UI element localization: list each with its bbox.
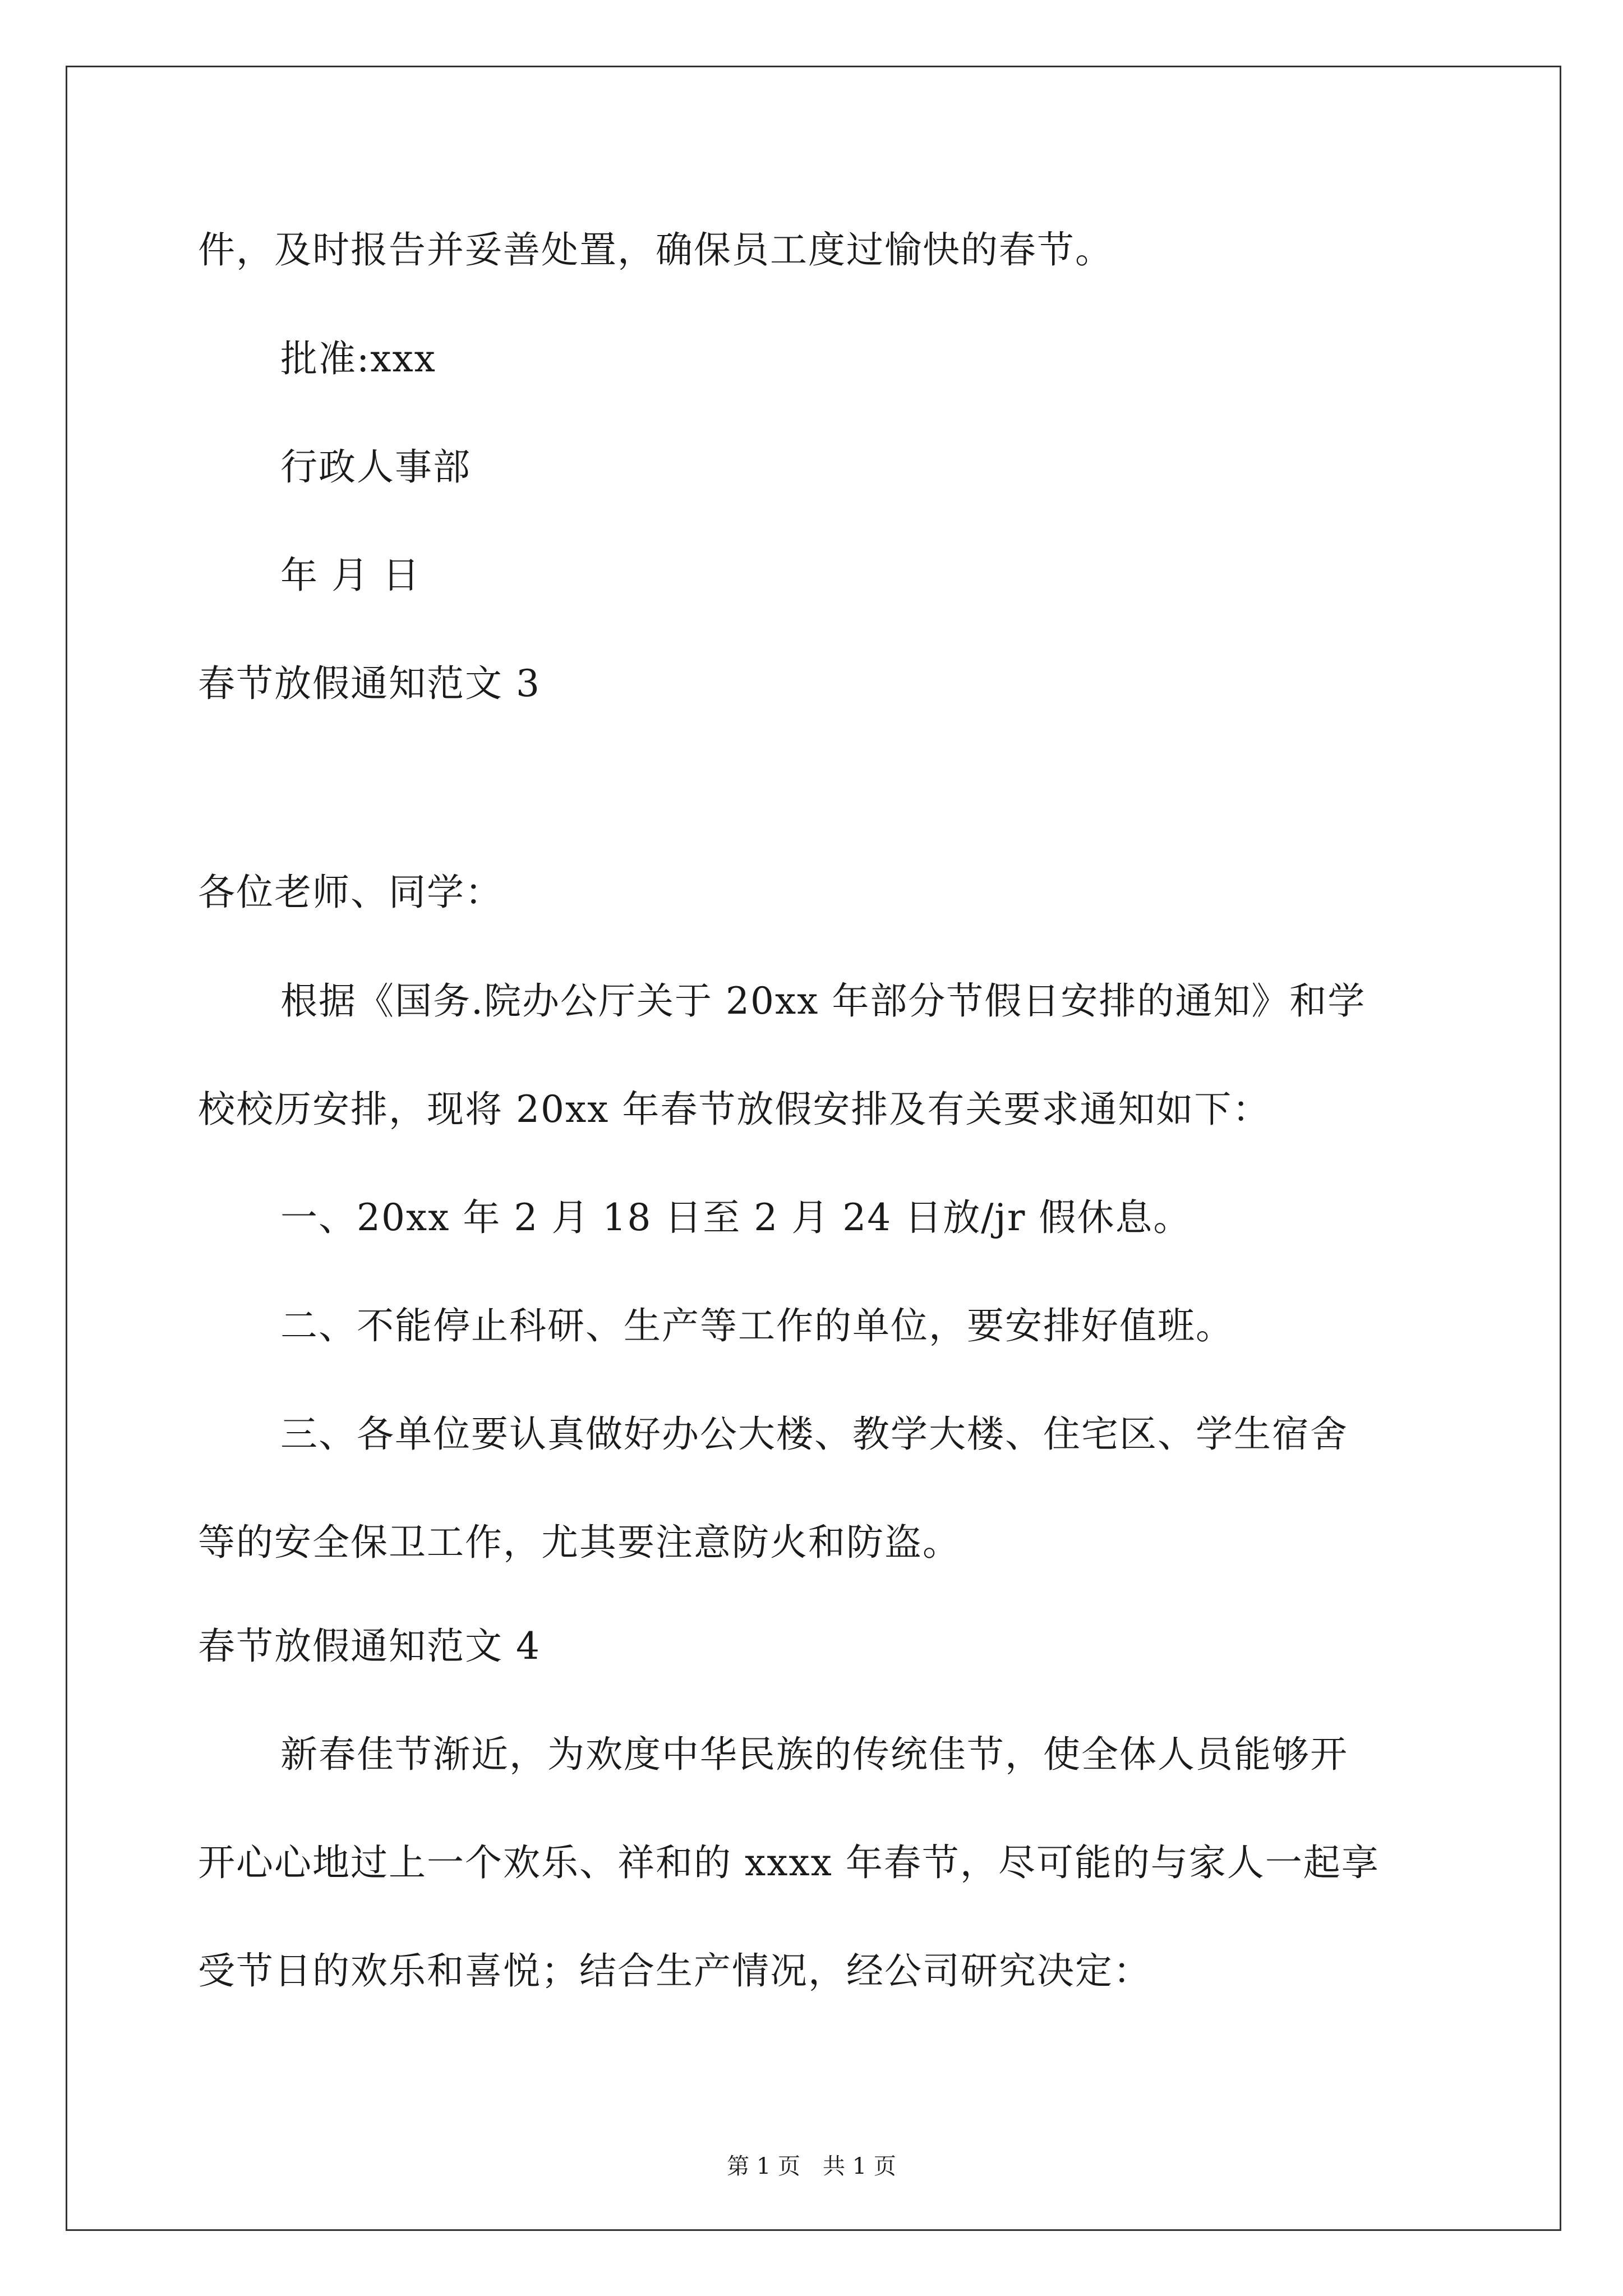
paragraph-line: 新春佳节渐近，为欢度中华民族的传统佳节，使全体人员能够开 <box>280 1733 1348 1776</box>
body-line-continuation: 件，及时报告并妥善处置，确保员工度过愉快的春节。 <box>198 228 1113 272</box>
list-item-1: 一、20xx 年 2 月 18 日至 2 月 24 日放/jr 假休息。 <box>280 1196 1192 1239</box>
paragraph-line: 开心心地过上一个欢乐、祥和的 xxxx 年春节，尽可能的与家人一起享 <box>198 1841 1380 1884</box>
list-item-3-continuation: 等的安全保卫工作，尤其要注意防火和防盗。 <box>198 1521 961 1564</box>
page-number: 第 1 页 <box>727 2154 800 2179</box>
paragraph-line: 受节日的欢乐和喜悦；结合生产情况，经公司研究决定： <box>198 1949 1151 1993</box>
paragraph-line: 校校历安排，现将 20xx 年春节放假安排及有关要求通知如下： <box>198 1088 1271 1131</box>
list-item-2: 二、不能停止科研、生产等工作的单位，要安排好值班。 <box>280 1304 1234 1347</box>
department-line: 行政人事部 <box>280 445 471 489</box>
date-line: 年 月 日 <box>280 554 421 597</box>
list-item-3: 三、各单位要认真做好办公大楼、教学大楼、住宅区、学生宿舍 <box>280 1412 1348 1456</box>
approval-line: 批准:xxx <box>280 337 436 380</box>
section-heading-4: 春节放假通知范文 4 <box>198 1625 541 1668</box>
page-total: 共 1 页 <box>823 2154 896 2179</box>
paragraph-line: 根据《国务.院办公厅关于 20xx 年部分节假日安排的通知》和学 <box>280 979 1366 1023</box>
page-footer <box>0 2155 1623 2178</box>
salutation: 各位老师、同学： <box>198 871 503 914</box>
section-heading-3: 春节放假通知范文 3 <box>198 662 541 705</box>
